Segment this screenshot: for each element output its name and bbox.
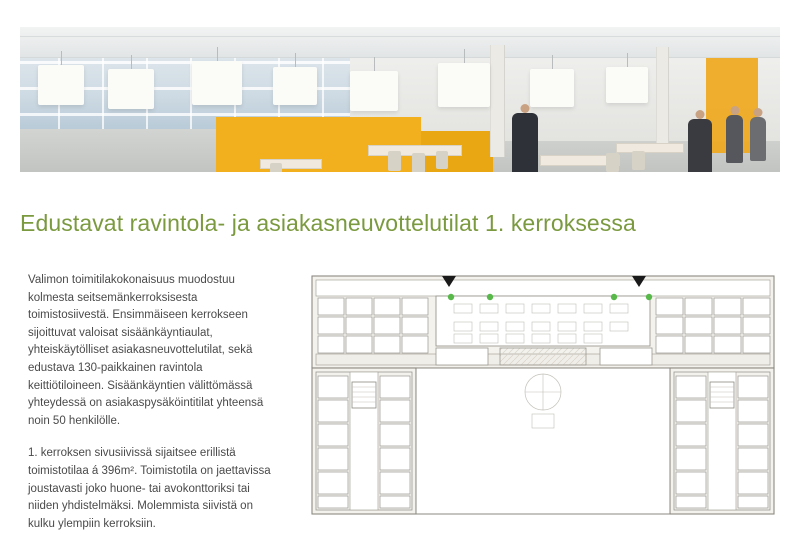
page-title: Edustavat ravintola- ja asiakasneuvottelutilat 1. kerroksessa [20, 210, 636, 237]
dining-table [616, 143, 684, 153]
chair [270, 163, 282, 172]
pendant-lamp [530, 69, 574, 107]
hero-column-2 [656, 47, 669, 151]
body-text-column [28, 272, 280, 533]
right-wing-plan [674, 372, 770, 510]
pendant-lamp [192, 61, 242, 105]
pendant-lamp [273, 67, 317, 105]
chair [388, 151, 401, 171]
person-figure [512, 113, 538, 172]
paragraph-2: 1. kerroksen sivusiivissä sijaitsee erillistä toimistotilaa á 396m². Toimistotila on jaettavissa joustavasti joko huone- tai avokonttoriksi tai niiden yhdistelmäksi. Molemmista siivistä on kulku ylempiin kerroksiin. [28, 447, 271, 530]
pendant-lamp [108, 69, 154, 109]
hero-photo [20, 27, 780, 172]
person-figure [688, 119, 712, 172]
pendant-lamp [606, 67, 648, 103]
person-figure [726, 115, 743, 163]
pendant-lamp [438, 63, 490, 107]
hero-column-1 [490, 45, 505, 157]
chair [632, 151, 645, 170]
pendant-lamp [350, 71, 398, 111]
top-wing-plan [316, 280, 770, 365]
chair [606, 153, 619, 172]
pendant-lamp [38, 65, 84, 105]
person-figure [750, 117, 766, 161]
chair [436, 151, 448, 169]
left-wing-plan [316, 372, 412, 510]
paragraph-1: Valimon toimitilakokonaisuus muodostuu kolmesta seitsemänkerroksisesta toimistosiivestä. Ensimmäiseen kerrokseen sijoittuvat valoisat sisäänkäyntiaulat, yhteiskäytölliset asiakasneuvottelutilat, sekä edustava 130-paikkainen ravintola keittiötiloineen. Sisäänkäyntien välittömässä yhteydessä on asiakaspysäköintitilat yhteensä noin 50 henkilölle. [28, 274, 264, 427]
chair [412, 153, 425, 172]
floor-plan [304, 270, 782, 520]
